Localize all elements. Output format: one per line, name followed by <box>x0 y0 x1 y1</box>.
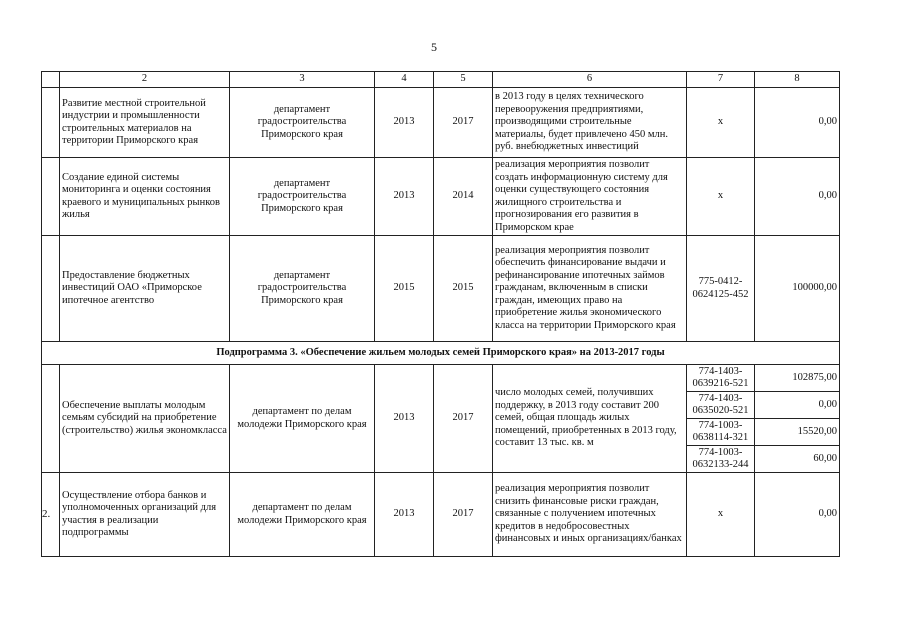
header-cell: 2 <box>60 72 230 88</box>
start-year: 2013 <box>375 365 434 473</box>
table-row <box>42 158 840 236</box>
expected-result: в 2013 году в целях технического перевооружения предприятиями, производящими строительные материалы, будет привлечено 450 млн. руб. внебюджетных инвестиций <box>493 88 687 158</box>
measure-name: Развитие местной строительной индустрии и промышленности строительных материалов на территории Приморского края <box>60 88 230 158</box>
executor: департамент градостроительства Приморского края <box>230 88 375 158</box>
budget-code: х <box>687 473 755 557</box>
executor: департамент градостроительства Приморского края <box>230 236 375 342</box>
end-year: 2017 <box>434 473 493 557</box>
table-row <box>42 236 840 342</box>
budget-code: х <box>687 158 755 236</box>
row-number <box>42 158 60 236</box>
start-year: 2013 <box>375 473 434 557</box>
table-row <box>42 365 840 392</box>
amount: 102875,00 <box>755 365 840 392</box>
executor: департамент по делам молодежи Приморского края <box>230 365 375 473</box>
start-year: 2013 <box>375 158 434 236</box>
expected-result: реализация мероприятия позволит обеспечить финансирование выдачи и рефинансирование ипотечных займов гражданам, включенным в списки граждан, имеющих право на приобретение жилья экономического класса на территории Приморского края <box>493 236 687 342</box>
expected-result: реализация мероприятия позволит создать информационную систему для оценки существующего состояния жилищного строительства и прогнозирования его развития в Приморском крае <box>493 158 687 236</box>
expected-result: число молодых семей, получивших поддержку, в 2013 году составит 200 семей, общая площадь жилых помещений, приобретенных в 2013 году, составит 13 тыс. кв. м <box>493 365 687 473</box>
header-cell-num <box>42 72 60 88</box>
header-cell: 5 <box>434 72 493 88</box>
measure-name: Осуществление отбора банков и уполномоченных организаций для участия в реализации подпрограммы <box>60 473 230 557</box>
table-row <box>42 88 840 158</box>
end-year: 2017 <box>434 365 493 473</box>
budget-code: 774-1003-0638114-321 <box>687 419 755 446</box>
expected-result: реализация мероприятия позволит снизить финансовые риски граждан, связанные с получением ипотечных кредитов в недобросовестных финансовых и иных организациях/банках <box>493 473 687 557</box>
table-row <box>42 473 840 557</box>
amount: 0,00 <box>755 158 840 236</box>
measure-name: Предоставление бюджетных инвестиций ОАО «Приморское ипотечное агентство <box>60 236 230 342</box>
page-number: 5 <box>431 40 437 54</box>
program-table <box>41 71 840 557</box>
executor: департамент по делам молодежи Приморского края <box>230 473 375 557</box>
subprogram-row <box>42 342 840 365</box>
row-number <box>42 88 60 158</box>
budget-code: 774-1403-0635020-521 <box>687 392 755 419</box>
header-cell: 7 <box>687 72 755 88</box>
executor: департамент градостроительства Приморского края <box>230 158 375 236</box>
measure-name: Обеспечение выплаты молодым семьям субсидий на приобретение (строительство) жилья экономкласса <box>60 365 230 473</box>
header-cell: 8 <box>755 72 840 88</box>
amount: 15520,00 <box>755 419 840 446</box>
budget-code: х <box>687 88 755 158</box>
amount: 0,00 <box>755 88 840 158</box>
budget-code: 774-1403-0639216-521 <box>687 365 755 392</box>
start-year: 2013 <box>375 88 434 158</box>
amount: 0,00 <box>755 473 840 557</box>
row-number <box>42 236 60 342</box>
header-cell: 4 <box>375 72 434 88</box>
header-cell: 6 <box>493 72 687 88</box>
header-row <box>42 72 840 88</box>
subprogram-title: Подпрограмма 3. «Обеспечение жильем молодых семей Приморского края» на 2013-2017 годы <box>42 342 840 365</box>
start-year: 2015 <box>375 236 434 342</box>
end-year: 2015 <box>434 236 493 342</box>
amount: 100000,00 <box>755 236 840 342</box>
measure-name: Создание единой системы мониторинга и оценки состояния краевого и муниципальных рынков жилья <box>60 158 230 236</box>
header-cell: 3 <box>230 72 375 88</box>
end-year: 2017 <box>434 88 493 158</box>
end-year: 2014 <box>434 158 493 236</box>
row-number <box>42 365 60 473</box>
budget-code: 774-1003-0632133-244 <box>687 446 755 473</box>
amount: 60,00 <box>755 446 840 473</box>
row-number: 2. <box>42 473 60 557</box>
budget-code: 775-0412-0624125-452 <box>687 236 755 342</box>
amount: 0,00 <box>755 392 840 419</box>
